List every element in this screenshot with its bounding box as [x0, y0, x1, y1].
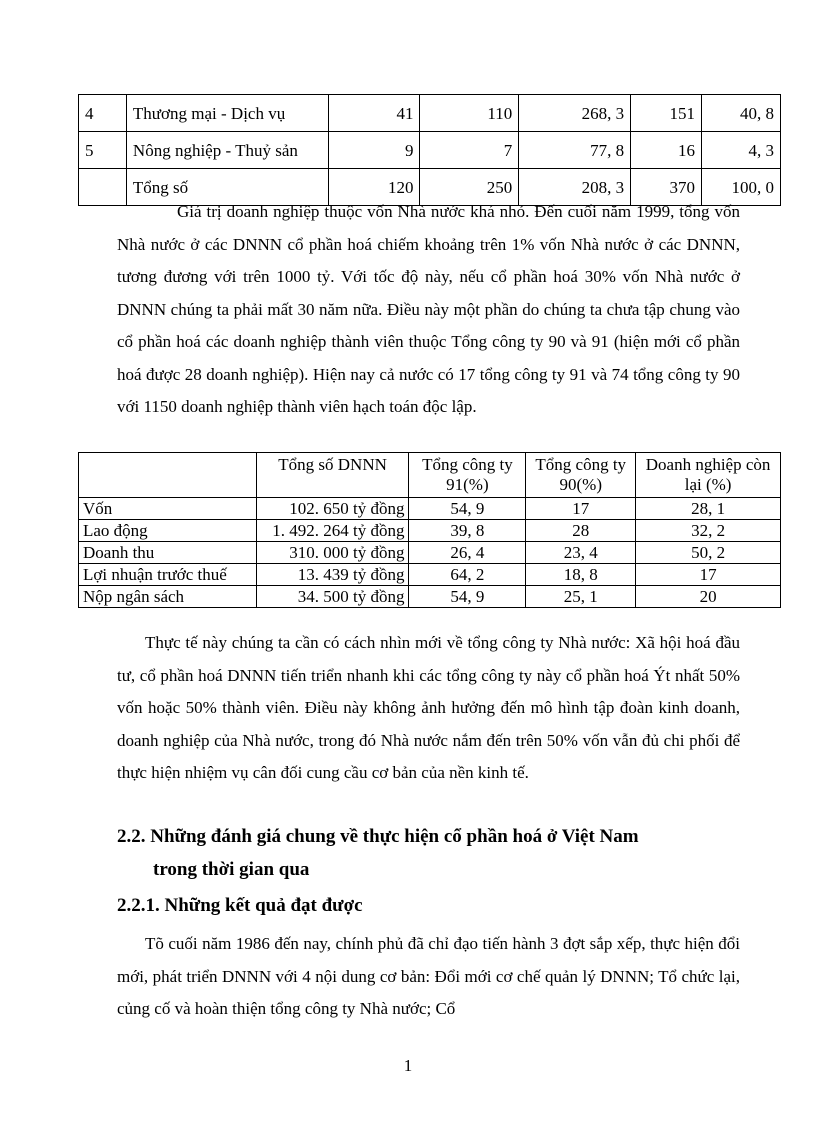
table-cell: 9: [328, 132, 420, 169]
row-number: 5: [79, 132, 127, 169]
table-cell: 13. 439 tỷ đồng: [256, 564, 409, 586]
table-cell: 64, 2: [409, 564, 526, 586]
table-cell: 100, 0: [702, 169, 781, 206]
table-cell: 151: [631, 95, 702, 132]
table-cell: 28, 1: [636, 498, 781, 520]
row-label: Doanh thu: [79, 542, 257, 564]
table-cell: 17: [636, 564, 781, 586]
table-cell: 120: [328, 169, 420, 206]
table-cell: 50, 2: [636, 542, 781, 564]
row-label: Lao động: [79, 520, 257, 542]
table-cell: 4, 3: [702, 132, 781, 169]
table-cell: 20: [636, 586, 781, 608]
table-cell: 32, 2: [636, 520, 781, 542]
table-row: [79, 586, 781, 608]
row-label: Lợi nhuận trước thuế: [79, 564, 257, 586]
table-row: [79, 498, 781, 520]
table-cell: 40, 8: [702, 95, 781, 132]
table-row: [79, 95, 781, 132]
paragraph-results: Tõ cuối năm 1986 đến nay, chính phủ đã chỉ đạo tiến hành 3 đợt sắp xếp, thực hiện đổi mới, phát triển DNNN với 4 nội dung cơ bản: Đổi mới cơ chế quản lý DNNN; Tổ chức lại, củng cố và hoàn thiện tổng công ty Nhà nước; Cổ: [117, 934, 740, 1018]
table-header-row: [79, 453, 781, 498]
table-cell: 18, 8: [526, 564, 636, 586]
row-label: Vốn: [79, 498, 257, 520]
table-row: [79, 132, 781, 169]
header-cell: Tổng công ty 91(%): [409, 453, 526, 498]
section-heading: 2.2. Những đánh giá chung về thực hiện cổ phần hoá ở Việt Nam trong thời gian qua: [117, 826, 639, 880]
table-cell: 268, 3: [519, 95, 631, 132]
table-cell: 26, 4: [409, 542, 526, 564]
table-cell: 34. 500 tỷ đồng: [256, 586, 409, 608]
table-cell: 54, 9: [409, 586, 526, 608]
table-cell: 1. 492. 264 tỷ đồng: [256, 520, 409, 542]
table-cell: 7: [420, 132, 519, 169]
subsection-heading: 2.2.1. Những kết quả đạt được: [117, 895, 363, 916]
paragraph-state-capital: Giá trị doanh nghiệp thuộc vốn Nhà nước khá nhỏ. Đến cuối năm 1999, tổng vốn Nhà nước ở các DNNN cổ phần hoá chiếm khoảng trên 1% vốn Nhà nước ở các DNNN, tương đương với trên 1000 tỷ. Với tốc độ này, nếu cổ phần hoá 30% vốn Nhà nước ở DNNN chúng ta phải mất 30 năm nữa. Điều này một phần do chúng ta chưa tập chung vào cổ phần hoá các doanh nghiệp thành viên thuộc Tổng công ty 90 và 91 (hiện mới cổ phần hoá được 28 doanh nghiệp). Hiện nay cả nước có 17 tổng công ty 91 và 74 tổng công ty 90 với 1150 doanh nghiệp thành viên hạch toán độc lập.: [117, 202, 740, 416]
header-cell: Doanh nghiệp còn lại (%): [636, 453, 781, 498]
corporation-table: [78, 452, 781, 608]
table-cell: 310. 000 tỷ đồng: [256, 542, 409, 564]
paragraph-new-view: Thực tế này chúng ta cần có cách nhìn mới về tổng công ty Nhà nước: Xã hội hoá đầu tư, cổ phần hoá DNNN tiến triển nhanh khi các tổng công ty này cổ phần hoá Ýt nhất 50% vốn hoặc 50% thành viên. Điều này không ảnh hưởng đến mô hình tập đoàn kinh doanh, doanh nghiệp của Nhà nước, trong đó Nhà nước nắm đến trên 50% vốn vẫn đủ chi phối để thực hiện nhiệm vụ cân đối cung cầu cơ bản của nền kinh tế.: [117, 633, 740, 782]
header-cell: Tổng công ty 90(%): [526, 453, 636, 498]
table-cell: 54, 9: [409, 498, 526, 520]
header-cell: Tổng số DNNN: [256, 453, 409, 498]
table-cell: 41: [328, 95, 420, 132]
sector-name: Nông nghiệp - Thuỷ sản: [126, 132, 328, 169]
table-cell: 23, 4: [526, 542, 636, 564]
table-cell: 110: [420, 95, 519, 132]
table-cell: 28: [526, 520, 636, 542]
sector-table: [78, 94, 781, 206]
page-number: 1: [403, 1056, 413, 1075]
table-cell: 25, 1: [526, 586, 636, 608]
table-cell: 77, 8: [519, 132, 631, 169]
table-row: [79, 564, 781, 586]
table-row: [79, 542, 781, 564]
sector-name: Tổng số: [126, 169, 328, 206]
table-cell: 17: [526, 498, 636, 520]
table-cell: 208, 3: [519, 169, 631, 206]
table-cell: 102. 650 tỷ đồng: [256, 498, 409, 520]
table-row: [79, 520, 781, 542]
header-cell: [79, 453, 257, 498]
table-cell: 39, 8: [409, 520, 526, 542]
sector-name: Thương mại - Dịch vụ: [126, 95, 328, 132]
table-cell: 250: [420, 169, 519, 206]
row-label: Nộp ngân sách: [79, 586, 257, 608]
table-cell: 370: [631, 169, 702, 206]
table-cell: 16: [631, 132, 702, 169]
row-number: 4: [79, 95, 127, 132]
